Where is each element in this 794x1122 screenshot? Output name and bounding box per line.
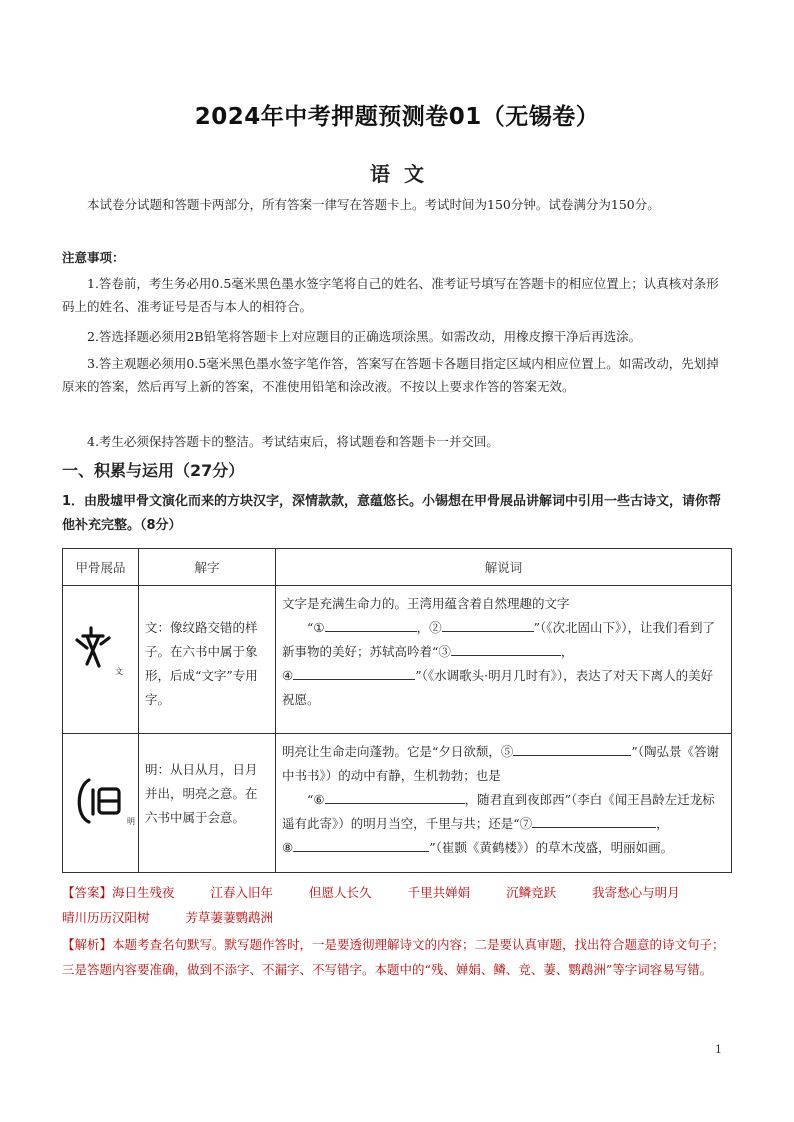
explain-cell: [139, 734, 276, 873]
blank-2[interactable]: [442, 617, 534, 632]
answer-item: 我寄愁心与明月: [592, 885, 680, 900]
blank-6[interactable]: [325, 789, 465, 804]
commentary-part: ，②: [416, 620, 442, 635]
answer-item: 江春入旧年: [210, 885, 274, 900]
blank-5[interactable]: [513, 741, 631, 756]
commentary-part: 文字是充满生命力的。王湾用蕴含着自然理趣的文字: [282, 596, 570, 611]
analysis-label: 【解析】: [62, 937, 113, 952]
page-number: 1: [715, 1043, 722, 1056]
commentary-text: [276, 734, 731, 860]
answer-item: 海日生残夜: [112, 885, 175, 900]
commentary-part: ”（《水调歌头·明月几时有》），表达了对天下离人的美好祝愿。: [282, 668, 714, 707]
commentary-part: “⑥: [307, 792, 325, 807]
table-header-cell: 甲骨展品: [63, 549, 139, 586]
table-header-row: [63, 549, 732, 586]
commentary-part: ”（崔颢《黄鹤楼》）的草木茂盛，明丽如画。: [429, 840, 674, 855]
notice-heading: 注意事项：: [62, 250, 125, 265]
analysis-text: 本题考查名句默写。默写题作答时，一是要透彻理解诗文的内容；二是要认真审题，找出符合题意的诗文句子；三是答题内容要准确，做到不添字、不漏字、不写错字。本题中的“残、婵娟、鳞、竞、萋、鹦鹉洲”等字词容易写错。: [62, 937, 725, 977]
answer-item: 千里共婵娟: [407, 885, 471, 900]
commentary-part: ⑧: [282, 840, 294, 855]
analysis-block: [62, 932, 730, 982]
page-title: 2024年中考押题预测卷01（无锡卷）: [194, 104, 600, 130]
table-header-cell: 解字: [139, 549, 276, 586]
explain-text: 明：从日从月，日月并出，明亮之意。在六书中属于会意。: [145, 762, 258, 825]
answer-block: [62, 880, 730, 930]
answer-item: 但愿人长久: [309, 885, 372, 900]
glyph-label: 文: [115, 667, 123, 676]
question-stem: 1．由殷墟甲骨文演化而来的方块汉字，深情款款，意蕴悠长。小锡想在甲骨展品讲解词中引用一些古诗文，请你帮他补充完整。（8分）: [62, 494, 722, 533]
commentary-part: ④: [282, 668, 294, 683]
table-row: [63, 586, 732, 734]
commentary-part: ，: [656, 816, 669, 831]
notice-item: 3.答主观题必须用0.5毫米黑色墨水签字笔作答，答案写在答题卡各题目指定区域内相应位置上。如需改动，先划掉原来的答案，然后再写上新的答案，不准使用铅笔和涂改液。不按以上要求作答的答案无效。: [62, 356, 719, 394]
section-heading: 一、积累与运用（27分）: [62, 461, 245, 480]
commentary-cell: [276, 586, 732, 734]
glyph-label: 明: [127, 817, 135, 826]
blank-4[interactable]: [293, 665, 415, 680]
explain-text: 文：像纹路交错的样子。在六书中属于象形，后成“文字”专用字。: [145, 620, 258, 707]
notice-item: 4.考生必须保持答题卡的整洁。考试结束后，将试题卷和答题卡一并交回。: [87, 434, 499, 449]
oracle-bone-table: [62, 548, 732, 873]
blank-3[interactable]: [451, 641, 561, 656]
blank-1[interactable]: [325, 617, 417, 632]
answer-item: 沉鳞竞跃: [506, 885, 557, 900]
commentary-part: “①: [307, 620, 325, 635]
table-row: [63, 734, 732, 873]
commentary-part: ，随君直到夜郎西”（李白《闻王昌龄左迁龙标遥有此寄》）的明月当空，千里与共；还是“⑦: [282, 792, 715, 831]
commentary-cell: [276, 734, 732, 873]
oracle-glyph-ming-icon: [63, 734, 139, 870]
answer-item: 芳草萋萋鹦鹉洲: [185, 910, 274, 925]
subject-title: 语文: [370, 162, 438, 186]
answer-label: 【答案】: [62, 885, 113, 900]
blank-8[interactable]: [293, 837, 429, 852]
glyph-cell: [63, 734, 139, 873]
commentary-part: ”（《次北固山下》），让我们看到了新事物的美好；苏轼高吟着“③: [282, 620, 716, 659]
blank-7[interactable]: [532, 813, 656, 828]
table-header-cell: 解说词: [276, 549, 732, 586]
oracle-glyph-wen-icon: [63, 586, 139, 732]
explain-cell: [139, 586, 276, 734]
notice-item: 2.答选择题必须用2B铅笔将答题卡上对应题目的正确选项涂黑。如需改动，用橡皮擦干净后再选涂。: [87, 329, 642, 344]
answer-item: 晴川历历汉阳树: [62, 910, 150, 925]
intro-text: 本试卷分试题和答题卡两部分，所有答案一律写在答题卡上。考试时间为150分钟。试卷满分为150分。: [87, 197, 660, 212]
commentary-text: [276, 586, 731, 712]
glyph-cell: [63, 586, 139, 734]
commentary-part: ，: [560, 644, 574, 659]
commentary-part: 明亮让生命走向蓬勃。它是“夕日欲颓，⑤: [282, 744, 514, 759]
notice-item: 1.答卷前，考生务必用0.5毫米黑色墨水签字笔将自己的姓名、准考证号填写在答题卡的相应位置上；认真核对条形码上的姓名、准考证号是否与本人的相符合。: [62, 276, 719, 314]
commentary-part: ”（陶弘景《答谢中书书》）的动中有静，生机勃勃；也是: [282, 744, 720, 783]
